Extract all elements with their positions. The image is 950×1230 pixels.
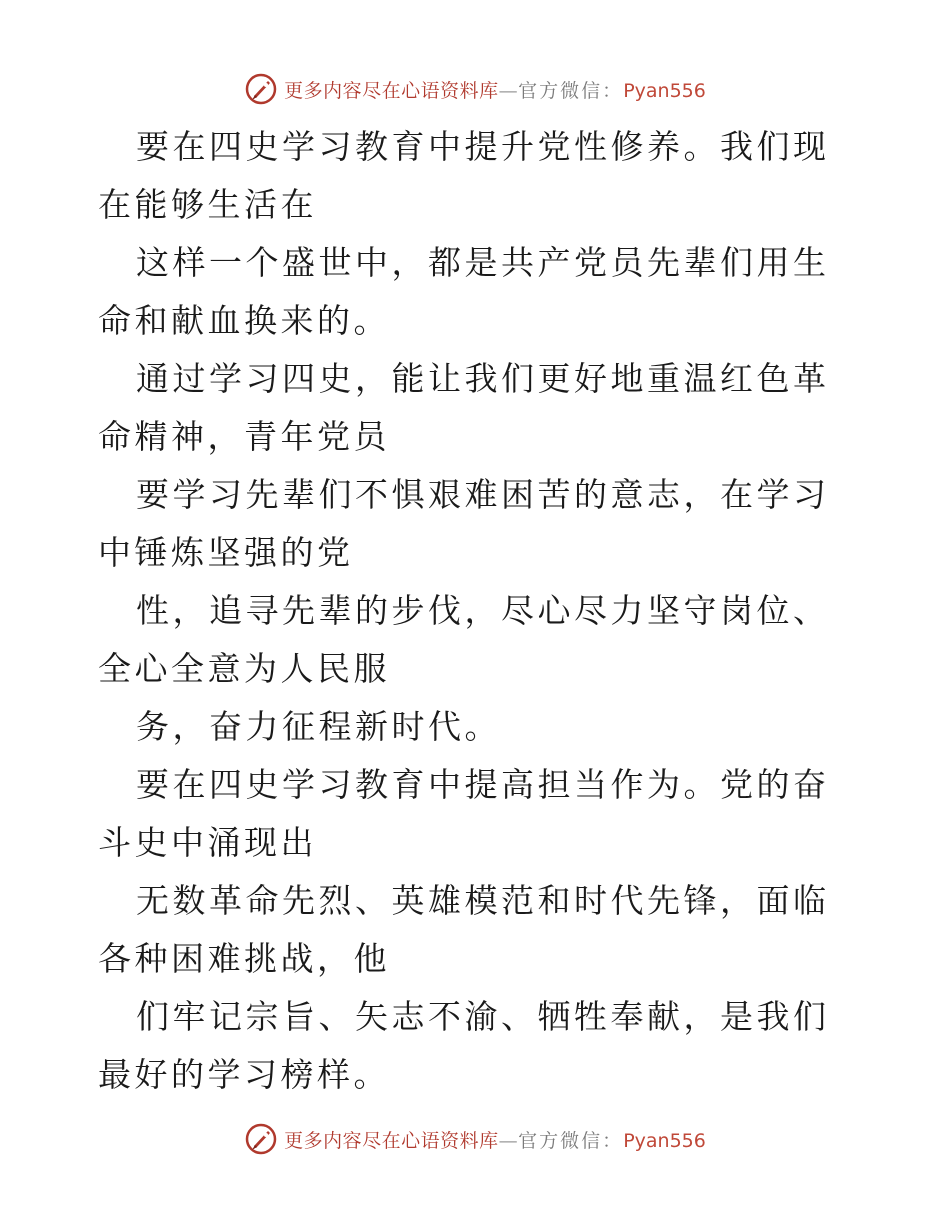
paragraph: 们牢记宗旨、矢志不渝、牺牲奉献，是我们最好的学习榜样。 (98, 997, 830, 1094)
watermark-wechat-id: Pyan556 (623, 79, 706, 102)
footer-watermark-banner (0, 1122, 950, 1156)
paragraph: 无数革命先烈、英雄模范和时代先锋，面临各种困难挑战，他 (98, 881, 830, 978)
watermark-text (284, 76, 706, 103)
paragraph: 通过学习四史，能让我们更好地重温红色革命精神，青年党员 (98, 359, 830, 456)
watermark-dash: — (498, 1129, 519, 1152)
watermark-site: 更多内容尽在心语资料库 (284, 79, 499, 102)
paragraph: 要在四史学习教育中提升党性修养。我们现在能够生活在 (98, 127, 830, 224)
watermark-dash: — (498, 79, 519, 102)
paragraph: 这样一个盛世中，都是共产党员先辈们用生命和献血换来的。 (98, 243, 830, 340)
watermark-text (284, 1126, 706, 1153)
quill-logo-icon (244, 72, 278, 106)
paragraph: 性，追寻先辈的步伐，尽心尽力坚守岗位、全心全意为人民服 (98, 591, 830, 688)
watermark-wechat-id: Pyan556 (623, 1129, 706, 1152)
watermark-wechat-label: 官方微信： (518, 79, 624, 102)
paragraph: 要在四史学习教育中提高担当作为。党的奋斗史中涌现出 (98, 765, 830, 862)
header-watermark-banner (0, 72, 950, 106)
paragraph: 务，奋力征程新时代。 (136, 707, 501, 746)
paragraph: 要学习先辈们不惧艰难困苦的意志，在学习中锤炼坚强的党 (98, 475, 830, 572)
watermark-wechat-label: 官方微信： (518, 1129, 624, 1152)
watermark-site: 更多内容尽在心语资料库 (284, 1129, 499, 1152)
document-body (98, 118, 858, 1104)
quill-logo-icon (244, 1122, 278, 1156)
